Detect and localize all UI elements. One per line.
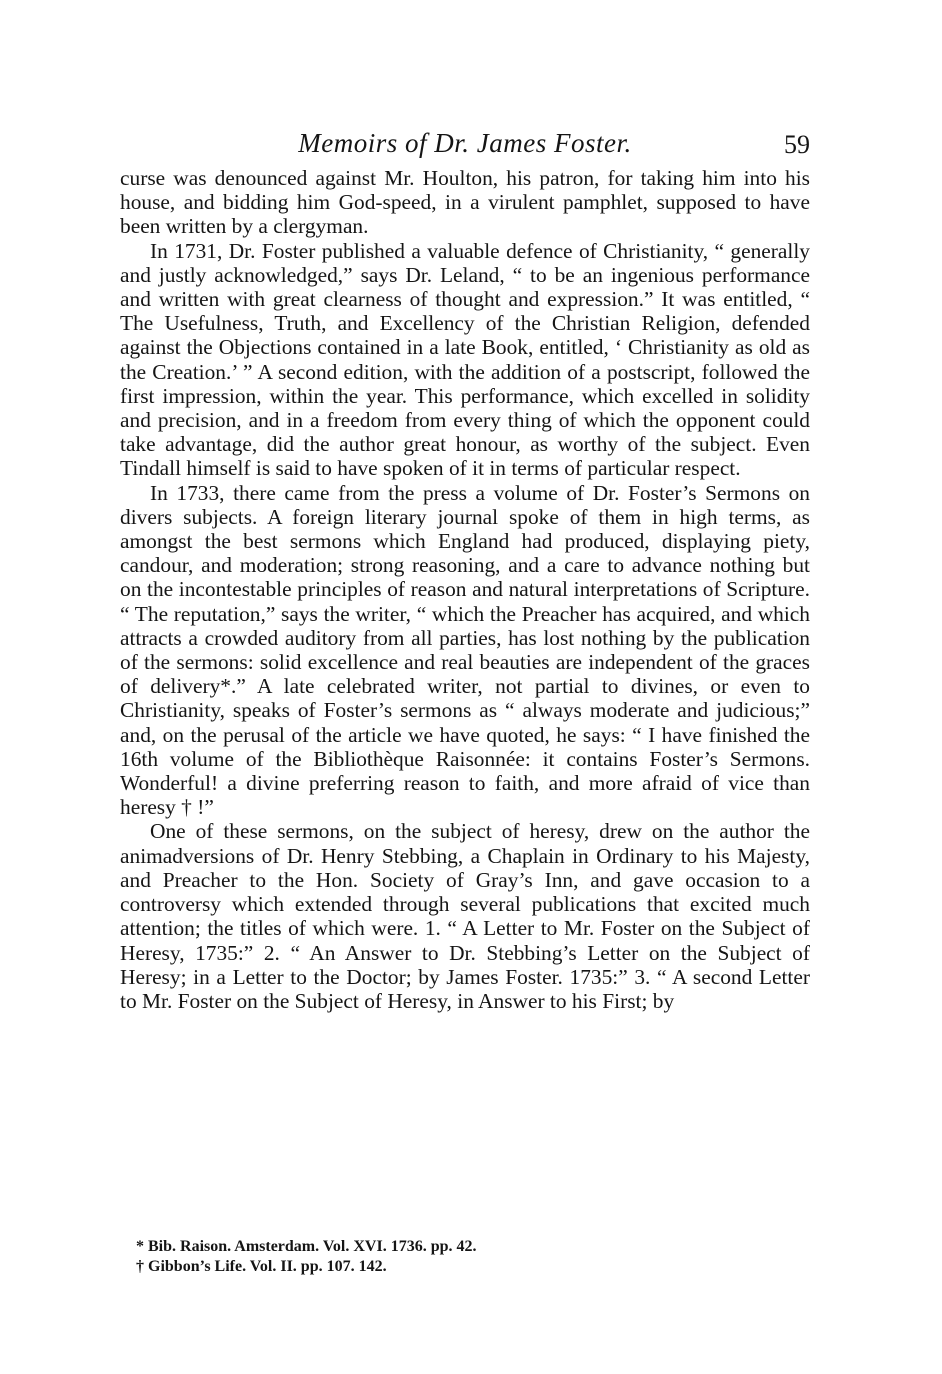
running-head: Memoirs of Dr. James Foster. (298, 128, 632, 158)
paragraph-heresy-controversy: One of these sermons, on the subject of heresy, drew on the author the animadversions of Dr. Henry Stebbing, a Chaplain in Ordinary to his Majesty, and Preacher to the Hon. Society of Gray’s Inn, and gave occasion to a controversy which extended through several publications that excited much attention; the titles of which were. 1. “ A Letter to Mr. Foster on the Subject of Heresy, 1735:” 2. “ An Answer to Dr. Stebbing’s Letter on the Subject of Heresy; in a Letter to the Doctor; by James Foster. 1735:” 3. “ A second Letter to Mr. Foster on the Subject of Heresy, in Answer to his First; by (120, 819, 810, 1013)
paragraph-sermons-1733: In 1733, there came from the press a volume of Dr. Foster’s Sermons on divers subjects. A foreign literary journal spoke of them in high terms, as amongst the best sermons which England had produced, displaying piety, candour, and moderation; strong reasoning, and a care to advance nothing but on the incontestable principles of reason and natural interpretations of Scripture. “ The reputation,” says the writer, “ which the Preacher has acquired, and which attracts a crowded auditory from all parties, has lost nothing by the publication of the sermons: solid excellence and real beauties are independent of the graces of delivery*.” A late celebrated writer, not partial to divines, or even to Christianity, speaks of Foster’s sermons as “ always moderate and judicious;” and, on the perusal of the article we have quoted, he says: “ I have finished the 16th volume of the Bibliothèque Raisonnée: it contains Foster’s Sermons. Wonderful! a divine preferring reason to faith, and more afraid of vice than heresy † !” (120, 480, 810, 820)
footnotes (136, 1237, 796, 1277)
page-number: 59 (784, 130, 810, 159)
footnote-gibbon: † Gibbon’s Life. Vol. II. pp. 107. 142. (136, 1258, 387, 1275)
paragraph-defence-of-christianity: In 1731, Dr. Foster published a valuable defence of Christianity, “ generally and justly acknowledged,” says Dr. Leland, “ to be an ingenious performance and written with great clearness of thought and expression.” It was entitled, “ The Usefulness, Truth, and Excellency of the Christian Religion, defended against the Objections contained in a late Book, entitled, ‘ Christianity as old as the Creation.’ ” A second edition, with the addition of a postscript, followed the first impression, within the year. This performance, which excelled in solidity and precision, and in a freedom from every thing of which the opponent could take advantage, did the author great honour, as worthy of the subject. Even Tindall himself is said to have spoken of it in terms of particular respect. (120, 238, 810, 481)
body-text (120, 166, 810, 1013)
page-header (120, 128, 810, 160)
footnote-bibliotheque: * Bib. Raison. Amsterdam. Vol. XVI. 1736. pp. 42. (136, 1238, 477, 1255)
paragraph-continuation: curse was denounced against Mr. Houlton, his patron, for taking him into his house, and bidding him God-speed, in a virulent pamphlet, supposed to have been written by a clergyman. (120, 166, 810, 239)
